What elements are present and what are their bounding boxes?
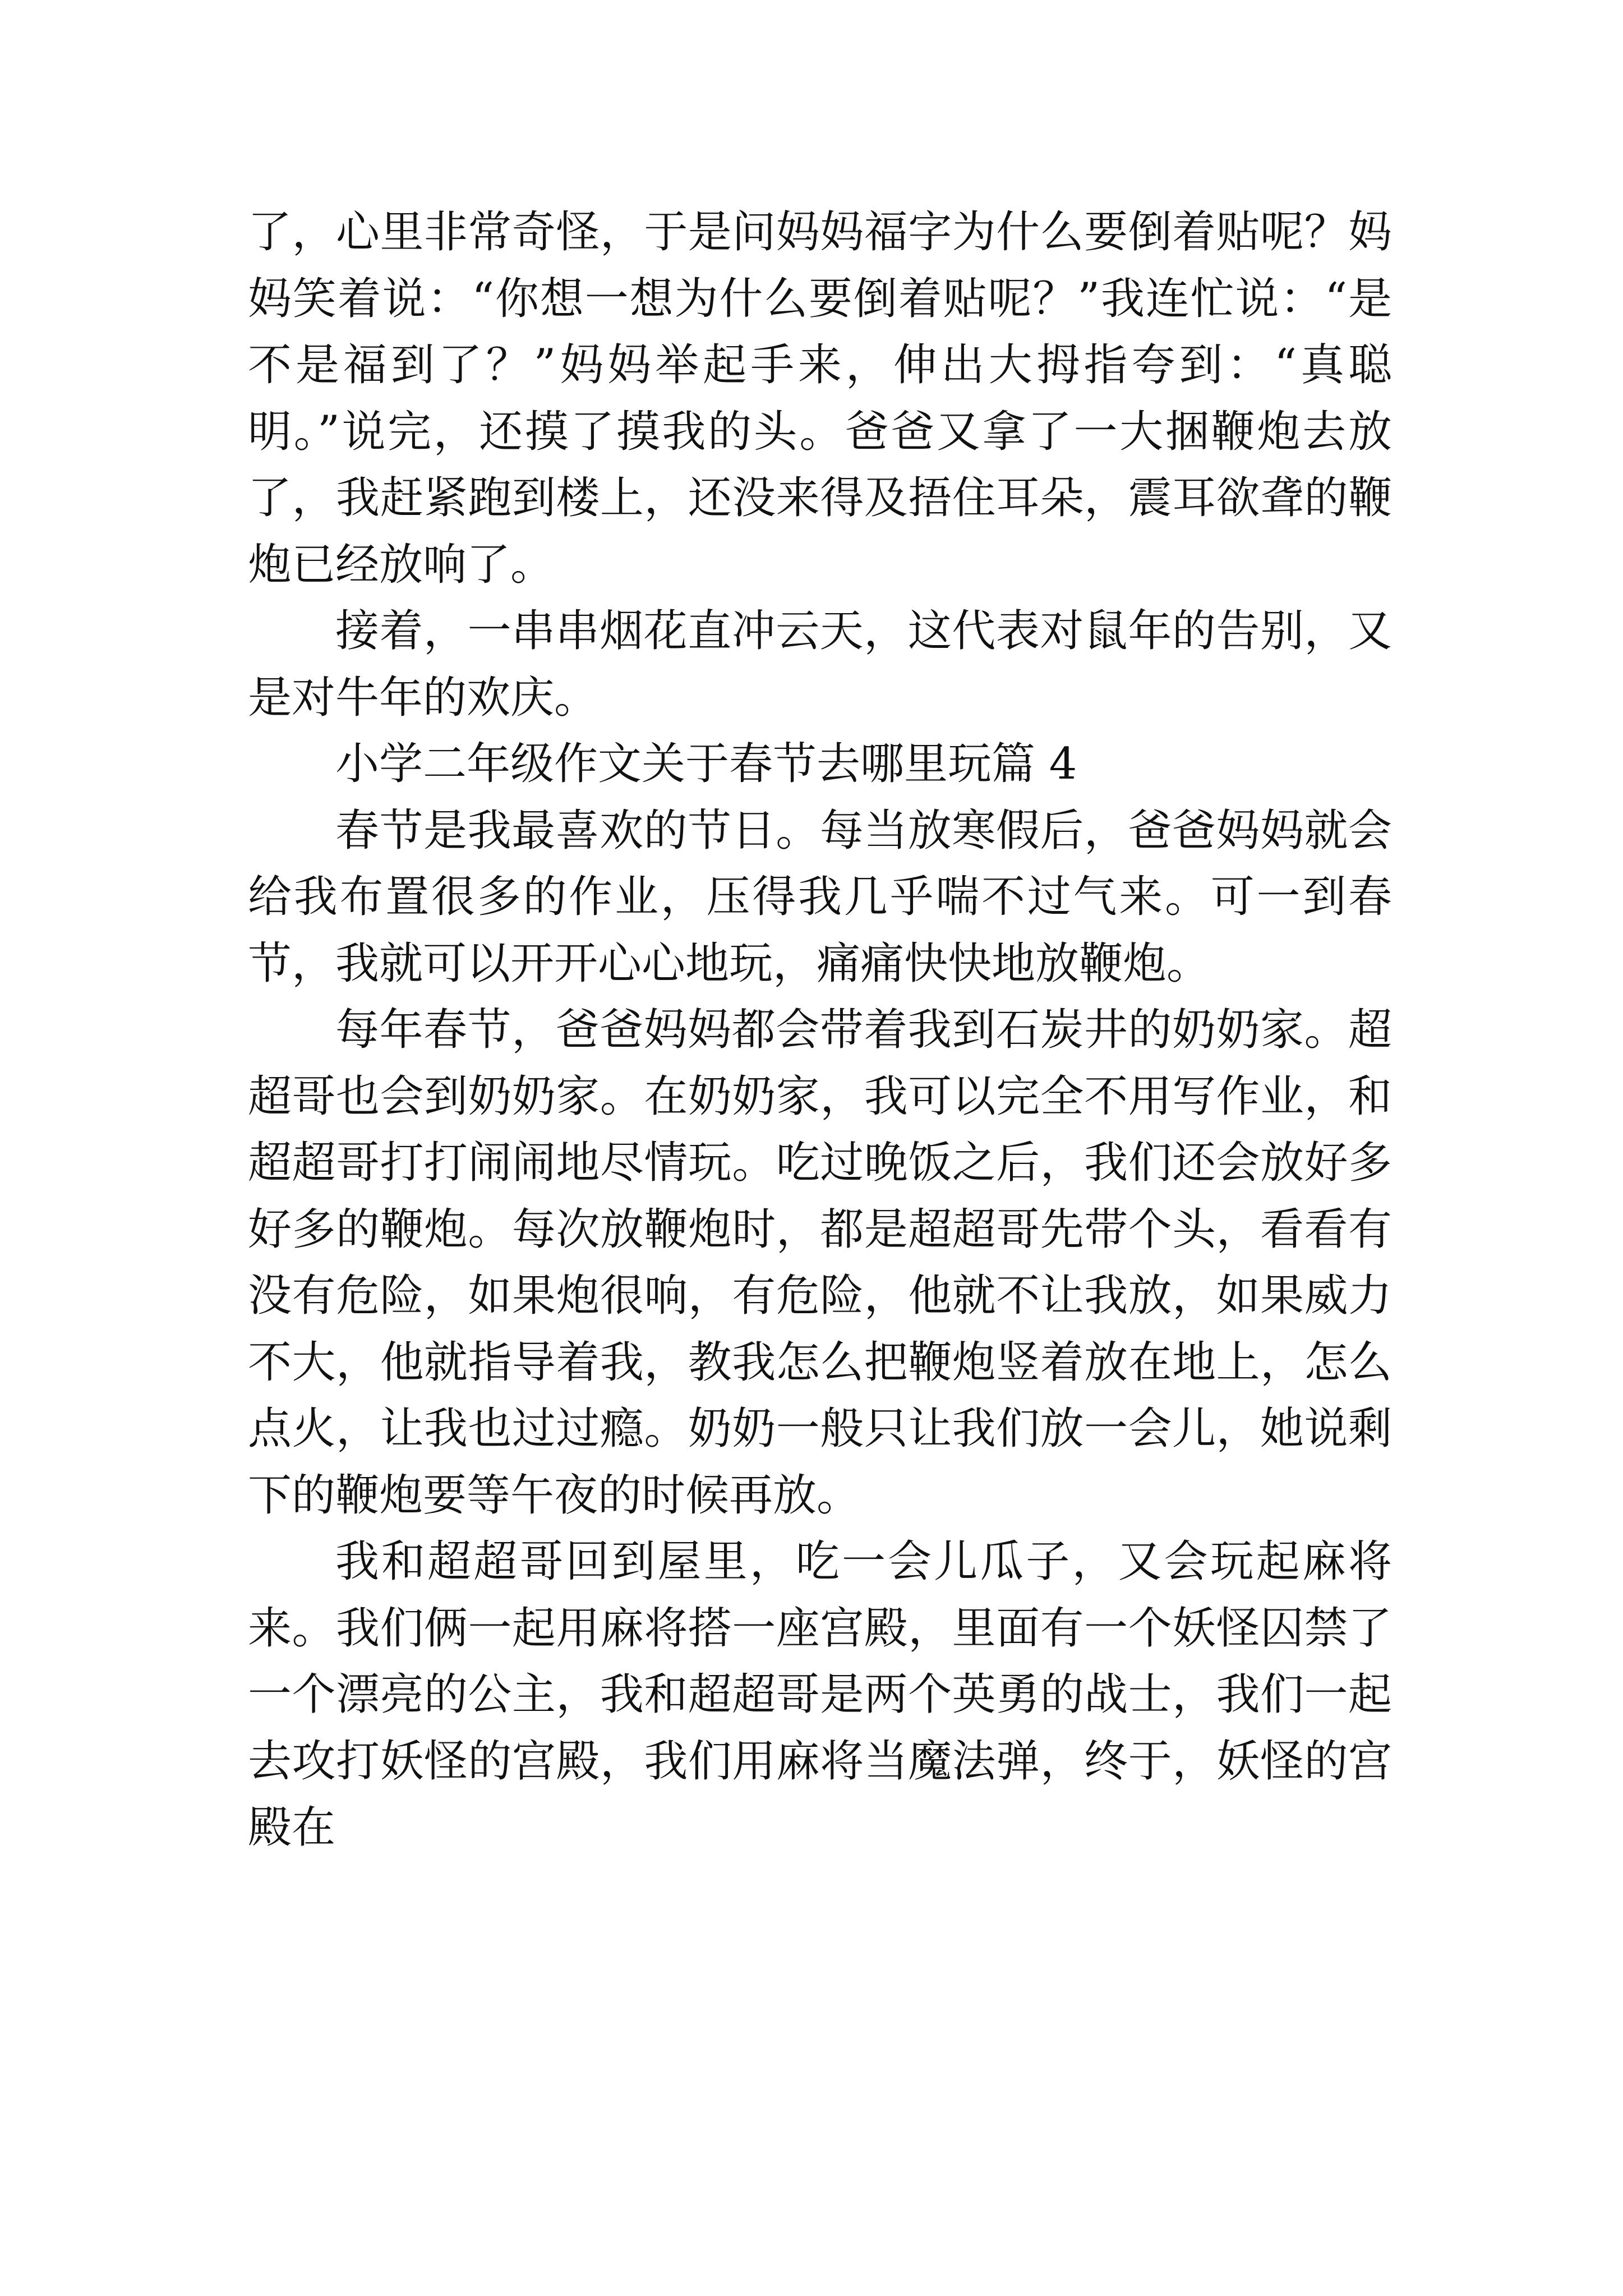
essay-heading: 小学二年级作文关于春节去哪里玩篇 4: [335, 739, 1077, 789]
paragraph-spring-festival: 春节是我最喜欢的节日。每当放寒假后，爸爸妈妈就会给我布置很多的作业，压得我几乎喘不过气来。可一到春节，我就可以开开心心地玩，痛痛快快地放鞭炮。: [248, 805, 1392, 989]
document-body: [248, 199, 1392, 1861]
paragraph-mahjong: 我和超超哥回到屋里，吃一会儿瓜子，又会玩起麻将来。我们俩一起用麻将搭一座宫殿，里面有一个妖怪囚禁了一个漂亮的公主，我和超超哥是两个英勇的战士，我们一起去攻打妖怪的宫殿，我们用麻将当魔法弹，终于，妖怪的宫殿在: [248, 1536, 1392, 1853]
paragraph-continuation: 了，心里非常奇怪，于是问妈妈福字为什么要倒着贴呢？妈妈笑着说：“你想一想为什么要倒着贴呢？”我连忙说：“是不是福到了？”妈妈举起手来，伸出大拇指夸到：“真聪明。”说完，还摸了摸我的头。爸爸又拿了一大捆鞭炮去放了，我赶紧跑到楼上，还没来得及捂住耳朵，震耳欲聋的鞭炮已经放响了。: [248, 207, 1392, 590]
paragraph-grandma-house: 每年春节，爸爸妈妈都会带着我到石炭井的奶奶家。超超哥也会到奶奶家。在奶奶家，我可以完全不用写作业，和超超哥打打闹闹地尽情玩。吃过晚饭之后，我们还会放好多好多的鞭炮。每次放鞭炮时，都是超超哥先带个头，看看有没有危险，如果炮很响，有危险，他就不让我放，如果威力不大，他就指导着我，教我怎么把鞭炮竖着放在地上，怎么点火，让我也过过瘾。奶奶一般只让我们放一会儿，她说剩下的鞭炮要等午夜的时候再放。: [248, 1005, 1392, 1521]
paragraph-fireworks: 接着，一串串烟花直冲云天，这代表对鼠年的告别，又是对牛年的欢庆。: [248, 606, 1392, 723]
